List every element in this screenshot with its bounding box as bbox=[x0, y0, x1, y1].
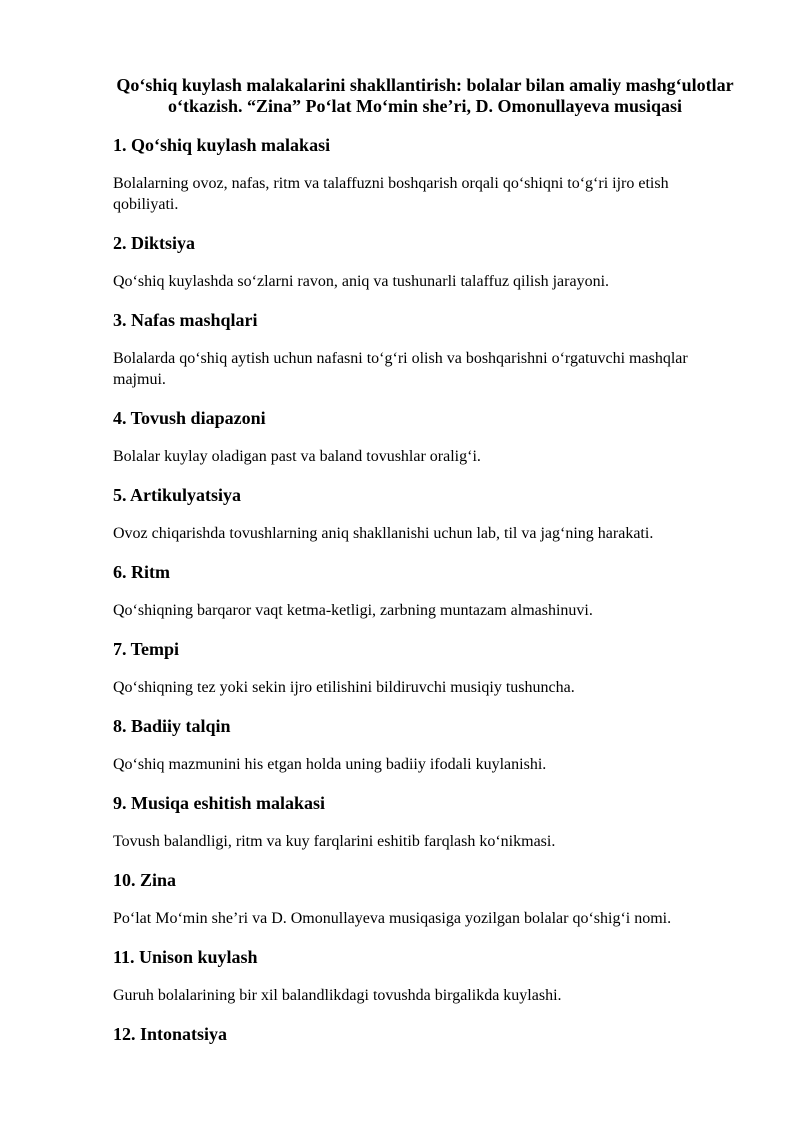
section-body: Bolalarda qo‘shiq aytish uchun nafasni to‘g‘ri olish va boshqarishni o‘rgatuvchi mashqlar majmui. bbox=[113, 350, 688, 388]
glossary-section bbox=[113, 1023, 737, 1045]
section-heading: 9. Musiqa eshitish malakasi bbox=[113, 793, 326, 813]
document-title: Qo‘shiq kuylash malakalarini shakllantirish: bolalar bilan amaliy mashg‘ulotlar o‘tkazish. “Zina” Po‘lat Mo‘min she’ri, D. Omonullayeva musiqasi bbox=[116, 75, 734, 116]
section-heading: 1. Qo‘shiq kuylash malakasi bbox=[113, 135, 331, 155]
glossary-section bbox=[113, 232, 737, 292]
glossary-section bbox=[113, 484, 737, 544]
section-heading: 12. Intonatsiya bbox=[113, 1024, 228, 1044]
section-heading: 10. Zina bbox=[113, 870, 177, 890]
section-body: Guruh bolalarining bir xil balandlikdagi tovushda birgalikda kuylashi. bbox=[113, 987, 562, 1004]
section-body: Qo‘shiq kuylashda so‘zlarni ravon, aniq va tushunarli talaffuz qilish jarayoni. bbox=[113, 273, 610, 290]
glossary-section bbox=[113, 792, 737, 852]
section-heading: 7. Tempi bbox=[113, 639, 180, 659]
section-body: Ovoz chiqarishda tovushlarning aniq shakllanishi uchun lab, til va jag‘ning harakati. bbox=[113, 525, 654, 542]
glossary-section bbox=[113, 869, 737, 929]
glossary-section bbox=[113, 638, 737, 698]
section-body: Qo‘shiqning tez yoki sekin ijro etilishini bildiruvchi musiqiy tushuncha. bbox=[113, 679, 575, 696]
glossary-sections bbox=[113, 134, 737, 1045]
section-heading: 5. Artikulyatsiya bbox=[113, 485, 242, 505]
section-heading: 2. Diktsiya bbox=[113, 233, 196, 253]
section-heading: 4. Tovush diapazoni bbox=[113, 408, 266, 428]
section-heading: 3. Nafas mashqlari bbox=[113, 310, 258, 330]
section-heading: 11. Unison kuylash bbox=[113, 947, 258, 967]
glossary-section bbox=[113, 561, 737, 621]
glossary-section bbox=[113, 134, 737, 215]
section-heading: 8. Badiiy talqin bbox=[113, 716, 231, 736]
glossary-section bbox=[113, 309, 737, 390]
glossary-section bbox=[113, 407, 737, 467]
section-body: Po‘lat Mo‘min she’ri va D. Omonullayeva musiqasiga yozilgan bolalar qo‘shig‘i nomi. bbox=[113, 910, 672, 927]
section-heading: 6. Ritm bbox=[113, 562, 170, 582]
glossary-section bbox=[113, 946, 737, 1006]
section-body: Bolalarning ovoz, nafas, ritm va talaffuzni boshqarish orqali qo‘shiqni to‘g‘ri ijro etish qobiliyati. bbox=[113, 175, 669, 213]
section-body: Bolalar kuylay oladigan past va baland tovushlar oralig‘i. bbox=[113, 448, 481, 465]
glossary-section bbox=[113, 715, 737, 775]
section-body: Qo‘shiqning barqaror vaqt ketma-ketligi, zarbning muntazam almashinuvi. bbox=[113, 602, 593, 619]
section-body: Tovush balandligi, ritm va kuy farqlarini eshitib farqlash ko‘nikmasi. bbox=[113, 833, 556, 850]
section-body: Qo‘shiq mazmunini his etgan holda uning badiiy ifodali kuylanishi. bbox=[113, 756, 547, 773]
